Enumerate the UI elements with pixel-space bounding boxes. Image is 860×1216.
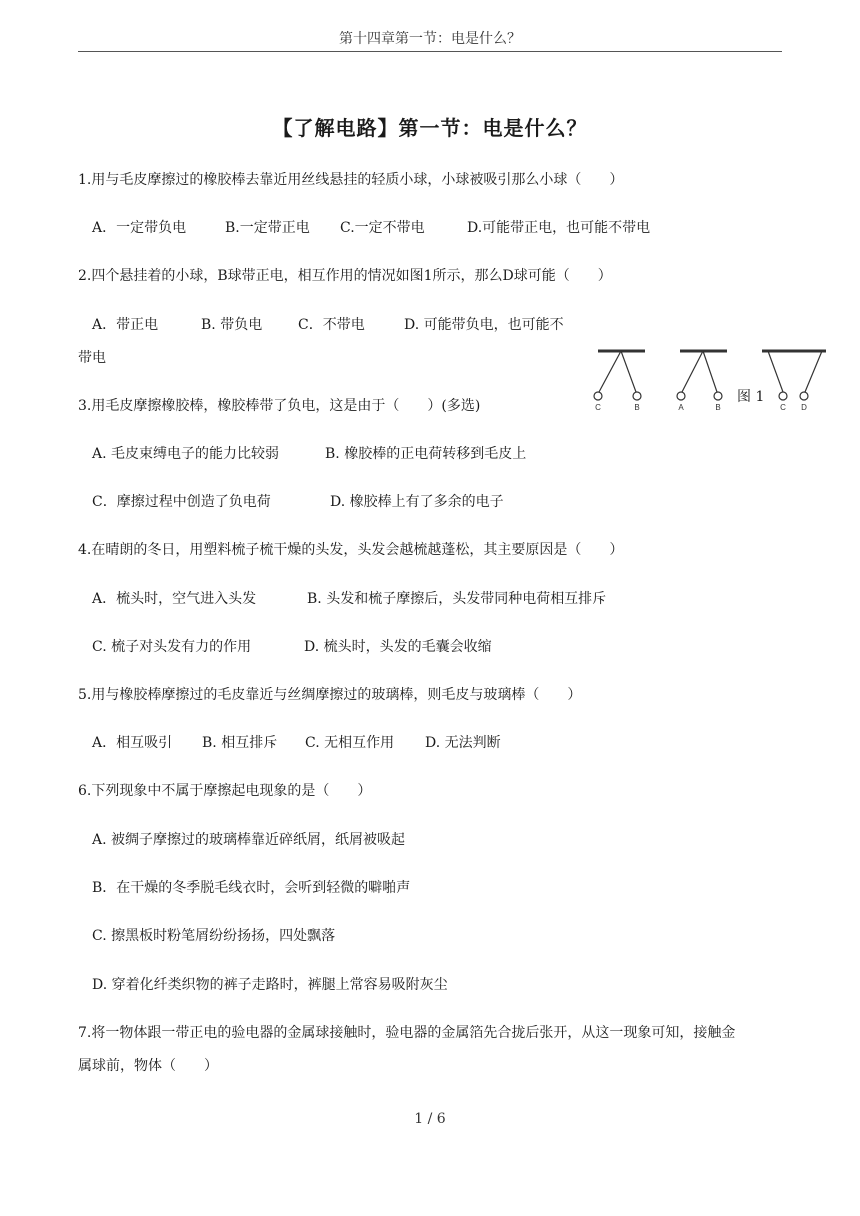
q5-option-d: D. 无法判断 [425, 735, 501, 751]
q5-option-b: B. 相互排斥 [202, 735, 278, 751]
q4-option-d: D. 梳头时，头发的毛囊会收缩 [304, 639, 492, 655]
header-rule [78, 51, 782, 52]
question-4-options-2 [92, 637, 492, 657]
q6-option-c: C. 擦黑板时粉笔屑纷纷扬扬，四处飘落 [92, 928, 336, 944]
q1-option-d: D.可能带正电，也可能不带电 [467, 220, 651, 236]
q3-option-b: B. 橡胶棒的正电荷转移到毛皮上 [325, 446, 527, 462]
running-header: 第十四章第一节：电是什么？ [339, 31, 521, 47]
q4-option-b: B. 头发和梳子摩擦后，头发带同种电荷相互排斥 [307, 591, 607, 607]
question-4-stem: 4.在晴朗的冬日，用塑料梳子梳干燥的头发，头发会越梳越蓬松，其主要原因是（ ） [78, 542, 624, 558]
q1-option-a: A．一定带负电 [92, 220, 187, 236]
question-7-stem-continued: 属球前，物体（ ） [78, 1058, 218, 1074]
q3-option-d: D. 橡胶棒上有了多余的电子 [330, 494, 504, 510]
q6-option-d: D. 穿着化纤类织物的裤子走路时，裤腿上常容易吸附灰尘 [92, 977, 448, 993]
fig-ball-label: C [595, 403, 601, 412]
figure-1-diagram [590, 345, 830, 420]
fig-ball-label: C [780, 403, 786, 412]
q2-option-a: A．带正电 [92, 317, 159, 333]
question-3-options-2 [92, 492, 504, 512]
question-2-stem: 2.四个悬挂着的小球，B球带正电，相互作用的情况如图1所示，那么D球可能（ ） [78, 268, 612, 284]
fig-ball-label: D [801, 403, 807, 412]
question-2-options [92, 315, 564, 335]
q2-option-b: B. 带负电 [201, 317, 263, 333]
page-number: 1 / 6 [414, 1111, 446, 1127]
q6-option-b: B．在干燥的冬季脱毛线衣时，会听到轻微的噼啪声 [92, 880, 411, 896]
q6-option-a: A. 被绸子摩擦过的玻璃棒靠近碎纸屑，纸屑被吸起 [92, 832, 406, 848]
q4-option-a: A．梳头时，空气进入头发 [92, 591, 257, 607]
q1-option-c: C.一定不带电 [340, 220, 425, 236]
question-5-options [92, 733, 501, 753]
question-3-options [92, 444, 526, 464]
page-title: 【了解电路】第一节：电是什么？ [272, 116, 588, 140]
q1-option-b: B.一定带正电 [225, 220, 310, 236]
q2-option-c: C．不带电 [298, 317, 365, 333]
question-1-stem: 1.用与毛皮摩擦过的橡胶棒去靠近用丝线悬挂的轻质小球，小球被吸引那么小球（ ） [78, 172, 624, 188]
fig-ball-label: B [634, 403, 640, 412]
question-6-stem: 6.下列现象中不属于摩擦起电现象的是（ ） [78, 783, 372, 799]
question-5-stem: 5.用与橡胶棒摩擦过的毛皮靠近与丝绸摩擦过的玻璃棒，则毛皮与玻璃棒（ ） [78, 687, 582, 703]
question-3-stem: 3.用毛皮摩擦橡胶棒，橡胶棒带了负电，这是由于（ ）(多选) [78, 398, 481, 414]
q5-option-c: C. 无相互作用 [305, 735, 395, 751]
fig-ball-label: A [678, 403, 684, 412]
q3-option-c: C．摩擦过程中创造了负电荷 [92, 494, 271, 510]
q2-option-d: D. 可能带负电，也可能不 [404, 317, 564, 333]
q2-option-d-continued: 带电 [78, 350, 106, 366]
q5-option-a: A．相互吸引 [92, 735, 173, 751]
question-4-options [92, 589, 606, 609]
q3-option-a: A. 毛皮束缚电子的能力比较弱 [92, 446, 280, 462]
figure-1-caption: 图 1 [737, 389, 765, 405]
q4-option-c: C. 梳子对头发有力的作用 [92, 639, 252, 655]
fig-ball-label: B [715, 403, 721, 412]
question-7-stem: 7.将一物体跟一带正电的验电器的金属球接触时，验电器的金属箔先合拢后张开，从这一现象可知，接触金 [78, 1025, 736, 1041]
question-1-options [92, 218, 650, 238]
